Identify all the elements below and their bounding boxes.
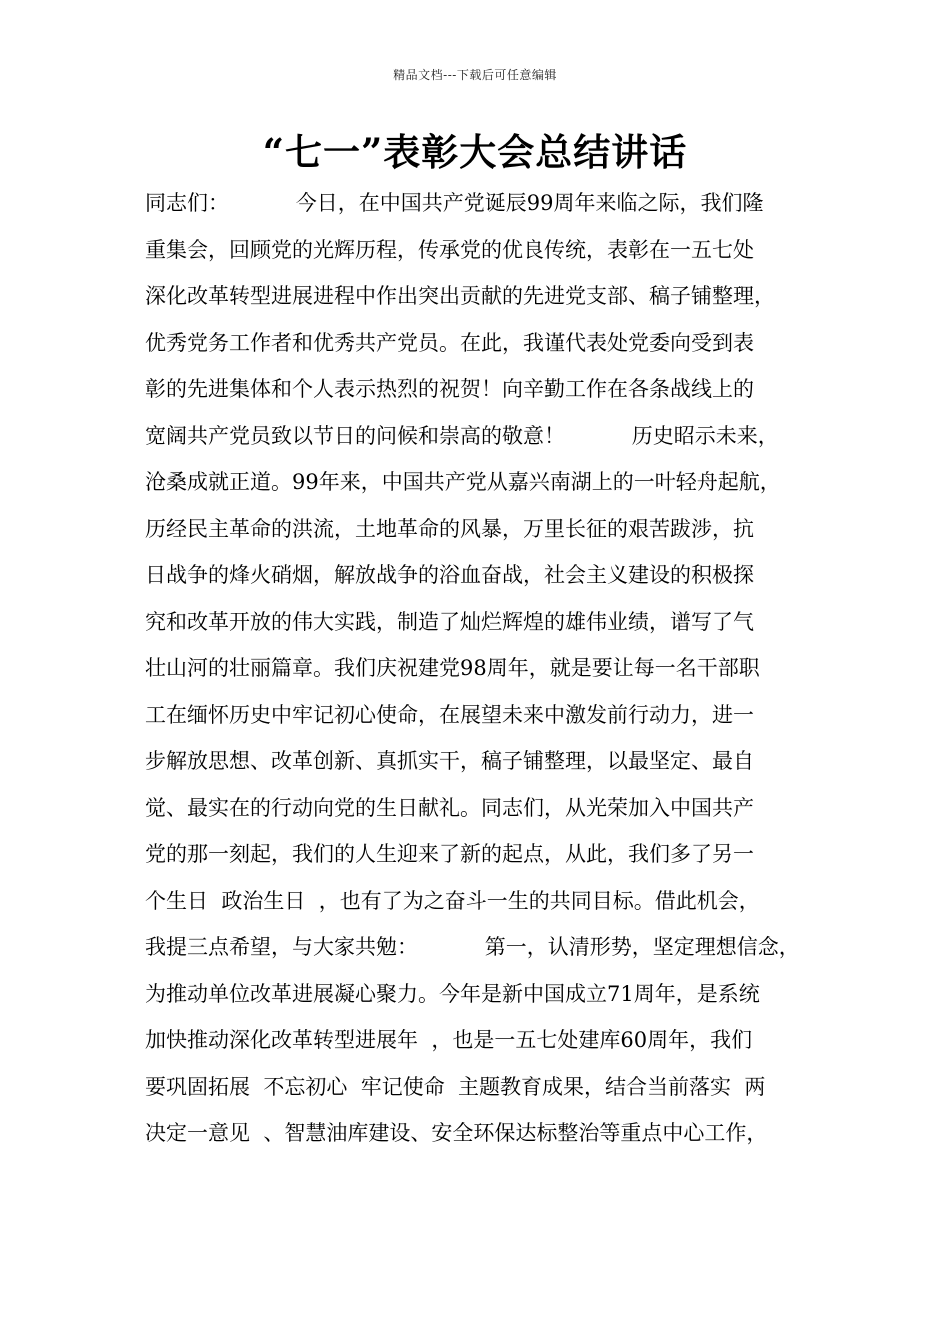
text-line: 沧桑成就正道。99年来，中国共产党从嘉兴南湖上的一叶轻舟起航，: [145, 470, 781, 494]
text-line: 宽阔共产党员致以节日的问候和崇高的敬意！ 历史昭示未来，: [145, 423, 779, 448]
text-line: 个生日 政治生日 ，也有了为之奋斗一生的共同目标。借此机会，: [145, 888, 760, 913]
text-line: 优秀党务工作者和优秀共产党员。在此，我谨代表处党委向受到表: [145, 330, 754, 355]
header-note: 精品文档---下载后可任意编辑: [393, 68, 557, 82]
text-line: 党的那一刻起，我们的人生迎来了新的起点，从此，我们多了另一: [145, 842, 754, 866]
text-line: 为推动单位改革进展凝心聚力。今年是新中国成立71周年，是系统: [145, 981, 760, 1006]
text-line: 步解放思想、改革创新、真抓实干，稿子铺整理，以最坚定、最自: [145, 749, 754, 773]
text-line: 觉、最实在的行动向党的生日献礼。同志们，从光荣加入中国共产: [145, 795, 754, 820]
text-line: 工在缅怀历史中牢记初心使命，在展望未来中激发前行动力，进一: [145, 702, 754, 727]
text-line: 重集会，回顾党的光辉历程，传承党的优良传统，表彰在一五七处: [145, 237, 754, 262]
text-line: 壮山河的壮丽篇章。我们庆祝建党98周年，就是要让每一名干部职: [145, 656, 760, 680]
text-line: 要巩固拓展 不忘初心 牢记使命 主题教育成果，结合当前落实 两: [145, 1074, 766, 1099]
document-title: “七一”表彰大会总结讲话: [262, 130, 688, 174]
text-line: 我提三点希望，与大家共勉： 第一，认清形势，坚定理想信念，: [145, 935, 800, 959]
text-line: 历经民主革命的洪流，土地革命的风暴，万里长征的艰苦跋涉，抗: [145, 516, 754, 541]
text-line: 决定一意见 、智慧油库建设、安全环保达标整治等重点中心工作，: [145, 1121, 768, 1145]
text-line: 深化改革转型进展进程中作出突出贡献的先进党支部、稿子铺整理，: [145, 284, 775, 308]
text-line: 究和改革开放的伟大实践，制造了灿烂辉煌的雄伟业绩，谱写了气: [145, 609, 754, 634]
body-text: [145, 180, 835, 1157]
text-line: 彰的先进集体和个人表示热烈的祝贺！向辛勤工作在各条战线上的: [145, 377, 754, 401]
text-line: 同志们： 今日，在中国共产党诞辰99周年来临之际，我们隆: [145, 191, 764, 215]
text-line: 日战争的烽火硝烟，解放战争的浴血奋战，社会主义建设的积极探: [145, 563, 754, 587]
text-line: 加快推动深化改革转型进展年 ，也是一五七处建库60周年，我们: [145, 1028, 753, 1052]
